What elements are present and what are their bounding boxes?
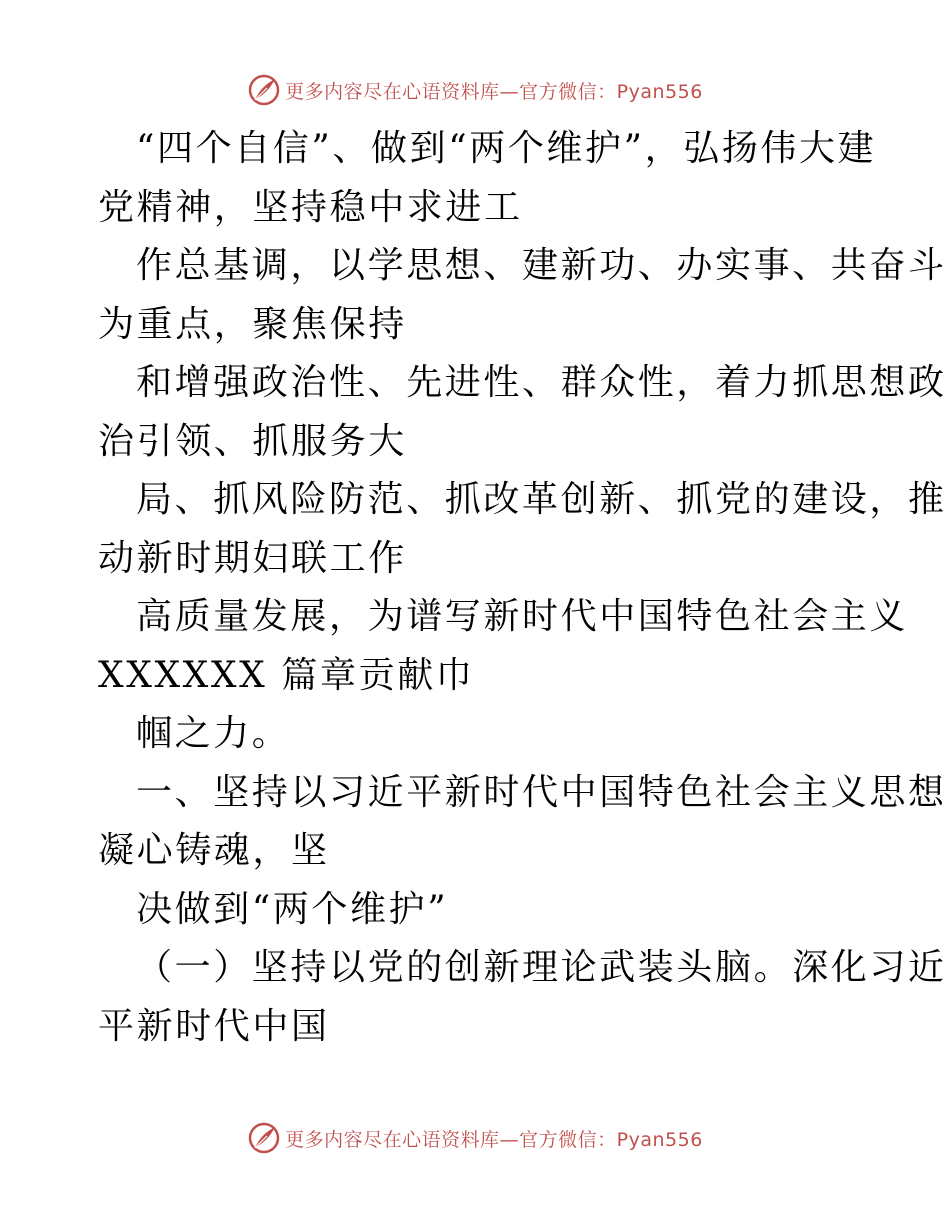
document-body xyxy=(98,120,947,1056)
body-line-6: 治引领、抓服务大 xyxy=(98,420,407,462)
body-line-1: “四个自信”、做到“两个维护”，弘扬伟大建 xyxy=(136,128,877,169)
body-line-7: 局、抓风险防范、抓改革创新、抓党的建设，推 xyxy=(136,479,947,520)
section-heading-1: 一、坚持以习近平新时代中国特色社会主义思想 xyxy=(136,771,947,813)
header-banner-text: 更多内容尽在心语资料库—官方微信：Pyan556 xyxy=(285,80,703,103)
body-line-2: 党精神，坚持稳中求进工 xyxy=(98,186,523,228)
body-line-10: XXXXXX 篇章贡献巾 xyxy=(98,654,475,696)
feather-pen-logo-icon xyxy=(247,1121,281,1155)
body-line-8: 动新时期妇联工作 xyxy=(98,537,407,579)
body-line-3: 作总基调，以学思想、建新功、办实事、共奋斗 xyxy=(136,245,947,286)
body-line-11: 帼之力。 xyxy=(136,713,291,754)
body-line-9: 高质量发展，为谱写新时代中国特色社会主义 xyxy=(136,596,909,637)
feather-pen-logo-icon xyxy=(247,73,281,107)
body-line-14: 决做到“两个维护” xyxy=(136,888,449,930)
header-banner xyxy=(0,70,950,110)
footer-banner xyxy=(0,1118,950,1158)
subsection-heading-1: （一）坚持以党的创新理论武装头脑。深化习近 xyxy=(136,947,947,988)
body-line-16: 平新时代中国 xyxy=(98,1005,330,1047)
body-line-13: 凝心铸魂，坚 xyxy=(98,830,330,871)
footer-banner-text: 更多内容尽在心语资料库—官方微信：Pyan556 xyxy=(285,1128,703,1151)
body-line-5: 和增强政治性、先进性、群众性，着力抓思想政 xyxy=(136,362,947,403)
body-line-4: 为重点，聚焦保持 xyxy=(98,303,407,345)
